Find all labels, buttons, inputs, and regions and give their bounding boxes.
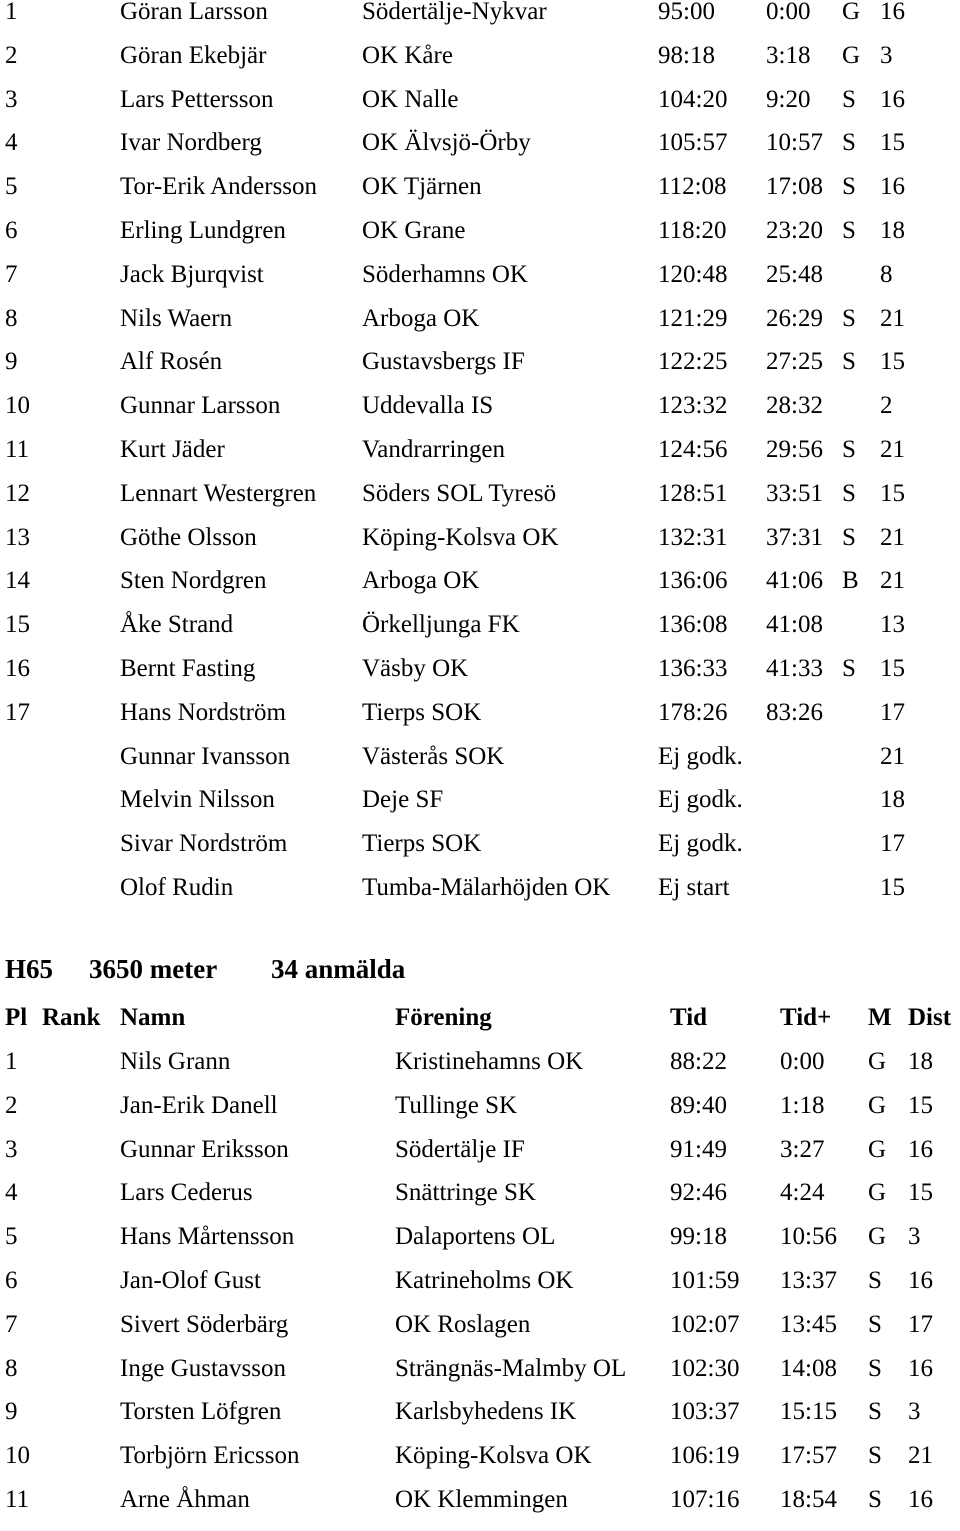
- cell-name: Sivar Nordström: [120, 830, 288, 858]
- cell-dist: 21: [880, 436, 905, 463]
- class-name: H65: [5, 954, 54, 984]
- cell-pl: 11: [5, 436, 30, 463]
- cell-name: Åke Strand: [120, 611, 234, 639]
- cell-diff: 17:57: [780, 1442, 837, 1470]
- table-row: [0, 612, 960, 656]
- cell-m: S: [842, 655, 856, 682]
- cell-name: Lars Cederus: [120, 1179, 253, 1207]
- cell-diff: 27:25: [766, 348, 823, 376]
- cell-name: Erling Lundgren: [120, 217, 286, 244]
- table-row: [0, 1224, 960, 1268]
- table-row: [0, 875, 960, 919]
- cell-pl: 14: [5, 567, 30, 595]
- cell-name: Jan-Olof Gust: [120, 1267, 261, 1294]
- cell-diff: 10:56: [780, 1223, 837, 1251]
- cell-club: Tierps SOK: [362, 698, 482, 726]
- cell-m: S: [842, 304, 856, 332]
- table-row: [0, 262, 960, 306]
- cell-pl: 9: [5, 1398, 18, 1426]
- cell-dist: 3: [908, 1398, 921, 1426]
- cell-name: Kurt Jäder: [120, 436, 225, 463]
- cell-m: S: [868, 1354, 882, 1382]
- cell-diff: 4:24: [780, 1179, 825, 1207]
- results-table-header: [0, 1005, 960, 1049]
- cell-pl: 15: [5, 611, 30, 639]
- cell-club: Arboga OK: [362, 304, 480, 332]
- cell-time: Ej godk.: [658, 786, 743, 814]
- cell-club: Katrineholms OK: [395, 1267, 574, 1294]
- cell-pl: 3: [5, 1135, 18, 1163]
- cell-dist: 21: [880, 304, 905, 332]
- cell-time: 103:37: [670, 1398, 740, 1426]
- cell-diff: 41:06: [766, 567, 823, 595]
- table-row: [0, 1312, 960, 1356]
- class-distance: 3650 meter: [89, 954, 218, 984]
- cell-m: S: [868, 1398, 882, 1426]
- cell-name: Melvin Nilsson: [120, 786, 275, 814]
- cell-time: 107:16: [670, 1486, 740, 1513]
- cell-dist: 17: [880, 698, 905, 726]
- cell-diff: 18:54: [780, 1486, 837, 1513]
- cell-club: OK Grane: [362, 217, 466, 244]
- cell-time: Ej godk.: [658, 742, 743, 770]
- table-row: [0, 700, 960, 744]
- cell-time: 88:22: [670, 1048, 727, 1075]
- cell-dist: 18: [908, 1048, 933, 1075]
- cell-name: Gunnar Eriksson: [120, 1135, 289, 1163]
- cell-m: S: [842, 85, 856, 113]
- cell-name: Olof Rudin: [120, 874, 234, 901]
- cell-time: 122:25: [658, 348, 728, 376]
- table-row: [0, 568, 960, 612]
- cell-pl: 3: [5, 85, 18, 113]
- table-row: [0, 1356, 960, 1400]
- table-row: [0, 218, 960, 262]
- cell-time: 105:57: [658, 129, 728, 157]
- table-row: [0, 43, 960, 87]
- cell-name: Göthe Olsson: [120, 523, 257, 551]
- cell-time: 124:56: [658, 436, 728, 463]
- cell-diff: 0:00: [780, 1048, 825, 1075]
- cell-m: S: [868, 1486, 882, 1513]
- cell-dist: 15: [880, 874, 905, 901]
- cell-pl: 7: [5, 1310, 18, 1338]
- cell-name: Torbjörn Ericsson: [120, 1442, 300, 1470]
- table-row: [0, 656, 960, 700]
- cell-pl: 9: [5, 348, 18, 376]
- cell-m: G: [868, 1179, 887, 1207]
- cell-dist: 18: [880, 217, 905, 244]
- cell-name: Göran Ekebjär: [120, 41, 267, 69]
- cell-pl: 17: [5, 698, 30, 726]
- cell-m: S: [842, 217, 856, 244]
- cell-dist: 16: [908, 1135, 933, 1163]
- table-row: [0, 437, 960, 481]
- cell-diff: 83:26: [766, 698, 823, 726]
- cell-dist: 21: [880, 742, 905, 770]
- cell-club: Örkelljunga FK: [362, 611, 520, 639]
- cell-m: S: [842, 129, 856, 157]
- cell-time: 99:18: [670, 1223, 727, 1251]
- table-row: [0, 787, 960, 831]
- cell-name: Lennart Westergren: [120, 479, 317, 507]
- cell-diff: 41:08: [766, 611, 823, 639]
- cell-club: Tumba-Mälarhöjden OK: [362, 874, 611, 901]
- cell-club: OK Nalle: [362, 85, 459, 113]
- cell-club: Dalaportens OL: [395, 1223, 556, 1251]
- cell-pl: 2: [5, 41, 18, 69]
- cell-dist: 21: [908, 1442, 933, 1470]
- header-club: Förening: [395, 1004, 492, 1031]
- cell-time: 128:51: [658, 479, 728, 507]
- cell-m: S: [842, 523, 856, 551]
- cell-name: Jack Bjurqvist: [120, 260, 264, 288]
- cell-time: 112:08: [658, 173, 727, 201]
- cell-club: OK Älvsjö-Örby: [362, 129, 531, 157]
- cell-club: Västerås SOK: [362, 742, 505, 770]
- cell-pl: 12: [5, 479, 30, 507]
- cell-time: 102:07: [670, 1310, 740, 1338]
- table-row: [0, 393, 960, 437]
- header-dist: Dist: [908, 1004, 952, 1031]
- cell-name: Nils Grann: [120, 1048, 231, 1075]
- cell-name: Sten Nordgren: [120, 567, 267, 595]
- cell-time: Ej start: [658, 874, 730, 901]
- table-row: [0, 0, 960, 43]
- table-row: [0, 744, 960, 788]
- table-row: [0, 525, 960, 569]
- table-row: [0, 1093, 960, 1137]
- cell-name: Sivert Söderbärg: [120, 1310, 289, 1338]
- cell-dist: 16: [880, 173, 905, 201]
- cell-diff: 23:20: [766, 217, 823, 244]
- cell-time: 106:19: [670, 1442, 740, 1470]
- cell-pl: 7: [5, 260, 18, 288]
- cell-diff: 13:37: [780, 1267, 837, 1294]
- cell-club: OK Roslagen: [395, 1310, 531, 1338]
- cell-pl: 10: [5, 392, 30, 420]
- cell-dist: 16: [908, 1267, 933, 1294]
- cell-club: Söders SOL Tyresö: [362, 479, 557, 507]
- cell-club: OK Kåre: [362, 41, 453, 69]
- cell-time: 136:08: [658, 611, 728, 639]
- cell-m: S: [842, 479, 856, 507]
- cell-time: 118:20: [658, 217, 727, 244]
- cell-pl: 1: [5, 1048, 18, 1075]
- cell-pl: 6: [5, 1267, 18, 1294]
- table-row: [0, 130, 960, 174]
- cell-time: 120:48: [658, 260, 728, 288]
- cell-m: S: [868, 1442, 882, 1470]
- cell-club: Uddevalla IS: [362, 392, 494, 420]
- cell-dist: 15: [880, 479, 905, 507]
- cell-diff: 17:08: [766, 173, 823, 201]
- cell-name: Bernt Fasting: [120, 655, 256, 682]
- cell-pl: 11: [5, 1486, 30, 1513]
- cell-club: Tullinge SK: [395, 1091, 518, 1119]
- cell-pl: 4: [5, 129, 18, 157]
- cell-time: 98:18: [658, 41, 715, 69]
- cell-diff: 3:27: [780, 1135, 825, 1163]
- header-m: M: [868, 1004, 892, 1031]
- cell-name: Hans Nordström: [120, 698, 286, 726]
- cell-club: OK Klemmingen: [395, 1486, 568, 1513]
- cell-m: G: [842, 41, 861, 69]
- cell-dist: 21: [880, 567, 905, 595]
- cell-club: Gustavsbergs IF: [362, 348, 525, 376]
- cell-m: G: [868, 1048, 887, 1075]
- table-row: [0, 831, 960, 875]
- cell-diff: 3:18: [766, 41, 811, 69]
- table-row: [0, 1443, 960, 1487]
- cell-m: S: [868, 1310, 882, 1338]
- table-row: [0, 1049, 960, 1093]
- cell-diff: 25:48: [766, 260, 823, 288]
- header-rank: Rank: [42, 1004, 101, 1031]
- cell-time: 136:06: [658, 567, 728, 595]
- table-row: [0, 87, 960, 131]
- cell-diff: 15:15: [780, 1398, 837, 1426]
- cell-club: Strängnäs-Malmby OL: [395, 1354, 627, 1382]
- cell-club: Södertälje IF: [395, 1135, 525, 1163]
- cell-dist: 15: [908, 1179, 933, 1207]
- table-row: [0, 1399, 960, 1443]
- cell-club: Arboga OK: [362, 567, 480, 595]
- cell-m: G: [868, 1091, 887, 1119]
- cell-m: B: [842, 567, 859, 595]
- cell-m: G: [868, 1135, 887, 1163]
- cell-diff: 9:20: [766, 85, 811, 113]
- cell-pl: 13: [5, 523, 30, 551]
- cell-club: Söderhamns OK: [362, 260, 528, 288]
- cell-pl: 16: [5, 655, 30, 682]
- table-row: [0, 481, 960, 525]
- class-entries: 34 anmälda: [271, 954, 406, 984]
- cell-time: 92:46: [670, 1179, 727, 1207]
- cell-time: 102:30: [670, 1354, 740, 1382]
- cell-m: S: [842, 348, 856, 376]
- cell-club: Karlsbyhedens IK: [395, 1398, 577, 1426]
- table-row: [0, 1180, 960, 1224]
- cell-diff: 28:32: [766, 392, 823, 420]
- cell-club: Tierps SOK: [362, 830, 482, 858]
- cell-time: 136:33: [658, 655, 728, 682]
- cell-dist: 2: [880, 392, 893, 420]
- cell-name: Gunnar Ivansson: [120, 742, 291, 770]
- cell-dist: 3: [880, 41, 893, 69]
- cell-pl: 1: [5, 0, 18, 25]
- cell-diff: 14:08: [780, 1354, 837, 1382]
- cell-club: Snättringe SK: [395, 1179, 536, 1207]
- cell-pl: 2: [5, 1091, 18, 1119]
- cell-diff: 0:00: [766, 0, 811, 25]
- cell-diff: 26:29: [766, 304, 823, 332]
- header-diff: Tid+: [780, 1004, 832, 1031]
- cell-name: Gunnar Larsson: [120, 392, 281, 420]
- cell-pl: 8: [5, 304, 18, 332]
- cell-club: Kristinehamns OK: [395, 1048, 584, 1075]
- header-time: Tid: [670, 1004, 708, 1031]
- cell-dist: 16: [880, 85, 905, 113]
- cell-pl: 8: [5, 1354, 18, 1382]
- cell-time: 95:00: [658, 0, 715, 25]
- cell-m: S: [842, 173, 856, 201]
- cell-pl: 4: [5, 1179, 18, 1207]
- cell-time: 132:31: [658, 523, 728, 551]
- cell-dist: 15: [880, 655, 905, 682]
- cell-time: 91:49: [670, 1135, 727, 1163]
- cell-m: S: [868, 1267, 882, 1294]
- cell-diff: 41:33: [766, 655, 823, 682]
- cell-dist: 16: [880, 0, 905, 25]
- cell-diff: 13:45: [780, 1310, 837, 1338]
- cell-name: Arne Åhman: [120, 1486, 250, 1513]
- cell-time: 89:40: [670, 1091, 727, 1119]
- cell-dist: 17: [908, 1310, 933, 1338]
- cell-club: OK Tjärnen: [362, 173, 482, 201]
- cell-dist: 16: [908, 1486, 933, 1513]
- cell-time: 101:59: [670, 1267, 740, 1294]
- cell-diff: 33:51: [766, 479, 823, 507]
- cell-dist: 16: [908, 1354, 933, 1382]
- cell-diff: 37:31: [766, 523, 823, 551]
- cell-time: Ej godk.: [658, 830, 743, 858]
- cell-club: Södertälje-Nykvar: [362, 0, 547, 25]
- cell-name: Alf Rosén: [120, 348, 223, 376]
- table-row: [0, 174, 960, 218]
- cell-diff: 1:18: [780, 1091, 825, 1119]
- cell-name: Göran Larsson: [120, 0, 268, 25]
- cell-name: Jan-Erik Danell: [120, 1091, 278, 1119]
- table-row: [0, 306, 960, 350]
- cell-name: Hans Mårtensson: [120, 1223, 295, 1251]
- cell-time: 121:29: [658, 304, 728, 332]
- table-row: [0, 1268, 960, 1312]
- cell-dist: 13: [880, 611, 905, 639]
- cell-club: Vandrarringen: [362, 436, 505, 463]
- table-row: [0, 349, 960, 393]
- cell-name: Tor-Erik Andersson: [120, 173, 318, 201]
- cell-name: Inge Gustavsson: [120, 1354, 286, 1382]
- cell-dist: 15: [880, 348, 905, 376]
- cell-time: 123:32: [658, 392, 728, 420]
- cell-time: 104:20: [658, 85, 728, 113]
- header-name: Namn: [120, 1004, 186, 1031]
- cell-club: Deje SF: [362, 786, 444, 814]
- cell-dist: 8: [880, 260, 893, 288]
- table-row: [0, 1487, 960, 1531]
- cell-diff: 29:56: [766, 436, 823, 463]
- cell-club: Väsby OK: [362, 655, 469, 682]
- header-pl: Pl: [5, 1004, 28, 1031]
- cell-m: G: [842, 0, 861, 25]
- cell-dist: 17: [880, 830, 905, 858]
- cell-name: Torsten Löfgren: [120, 1398, 282, 1426]
- cell-dist: 3: [908, 1223, 921, 1251]
- cell-dist: 15: [880, 129, 905, 157]
- cell-m: G: [868, 1223, 887, 1251]
- cell-pl: 5: [5, 173, 18, 201]
- cell-pl: 6: [5, 217, 18, 244]
- cell-time: 178:26: [658, 698, 728, 726]
- cell-name: Ivar Nordberg: [120, 129, 262, 157]
- cell-dist: 15: [908, 1091, 933, 1119]
- cell-pl: 10: [5, 1442, 30, 1470]
- cell-m: S: [842, 436, 856, 463]
- cell-club: Köping-Kolsva OK: [362, 523, 559, 551]
- cell-dist: 18: [880, 786, 905, 814]
- cell-name: Lars Pettersson: [120, 85, 274, 113]
- cell-club: Köping-Kolsva OK: [395, 1442, 592, 1470]
- cell-pl: 5: [5, 1223, 18, 1251]
- table-row: [0, 1137, 960, 1181]
- cell-dist: 21: [880, 523, 905, 551]
- cell-name: Nils Waern: [120, 304, 233, 332]
- cell-diff: 10:57: [766, 129, 823, 157]
